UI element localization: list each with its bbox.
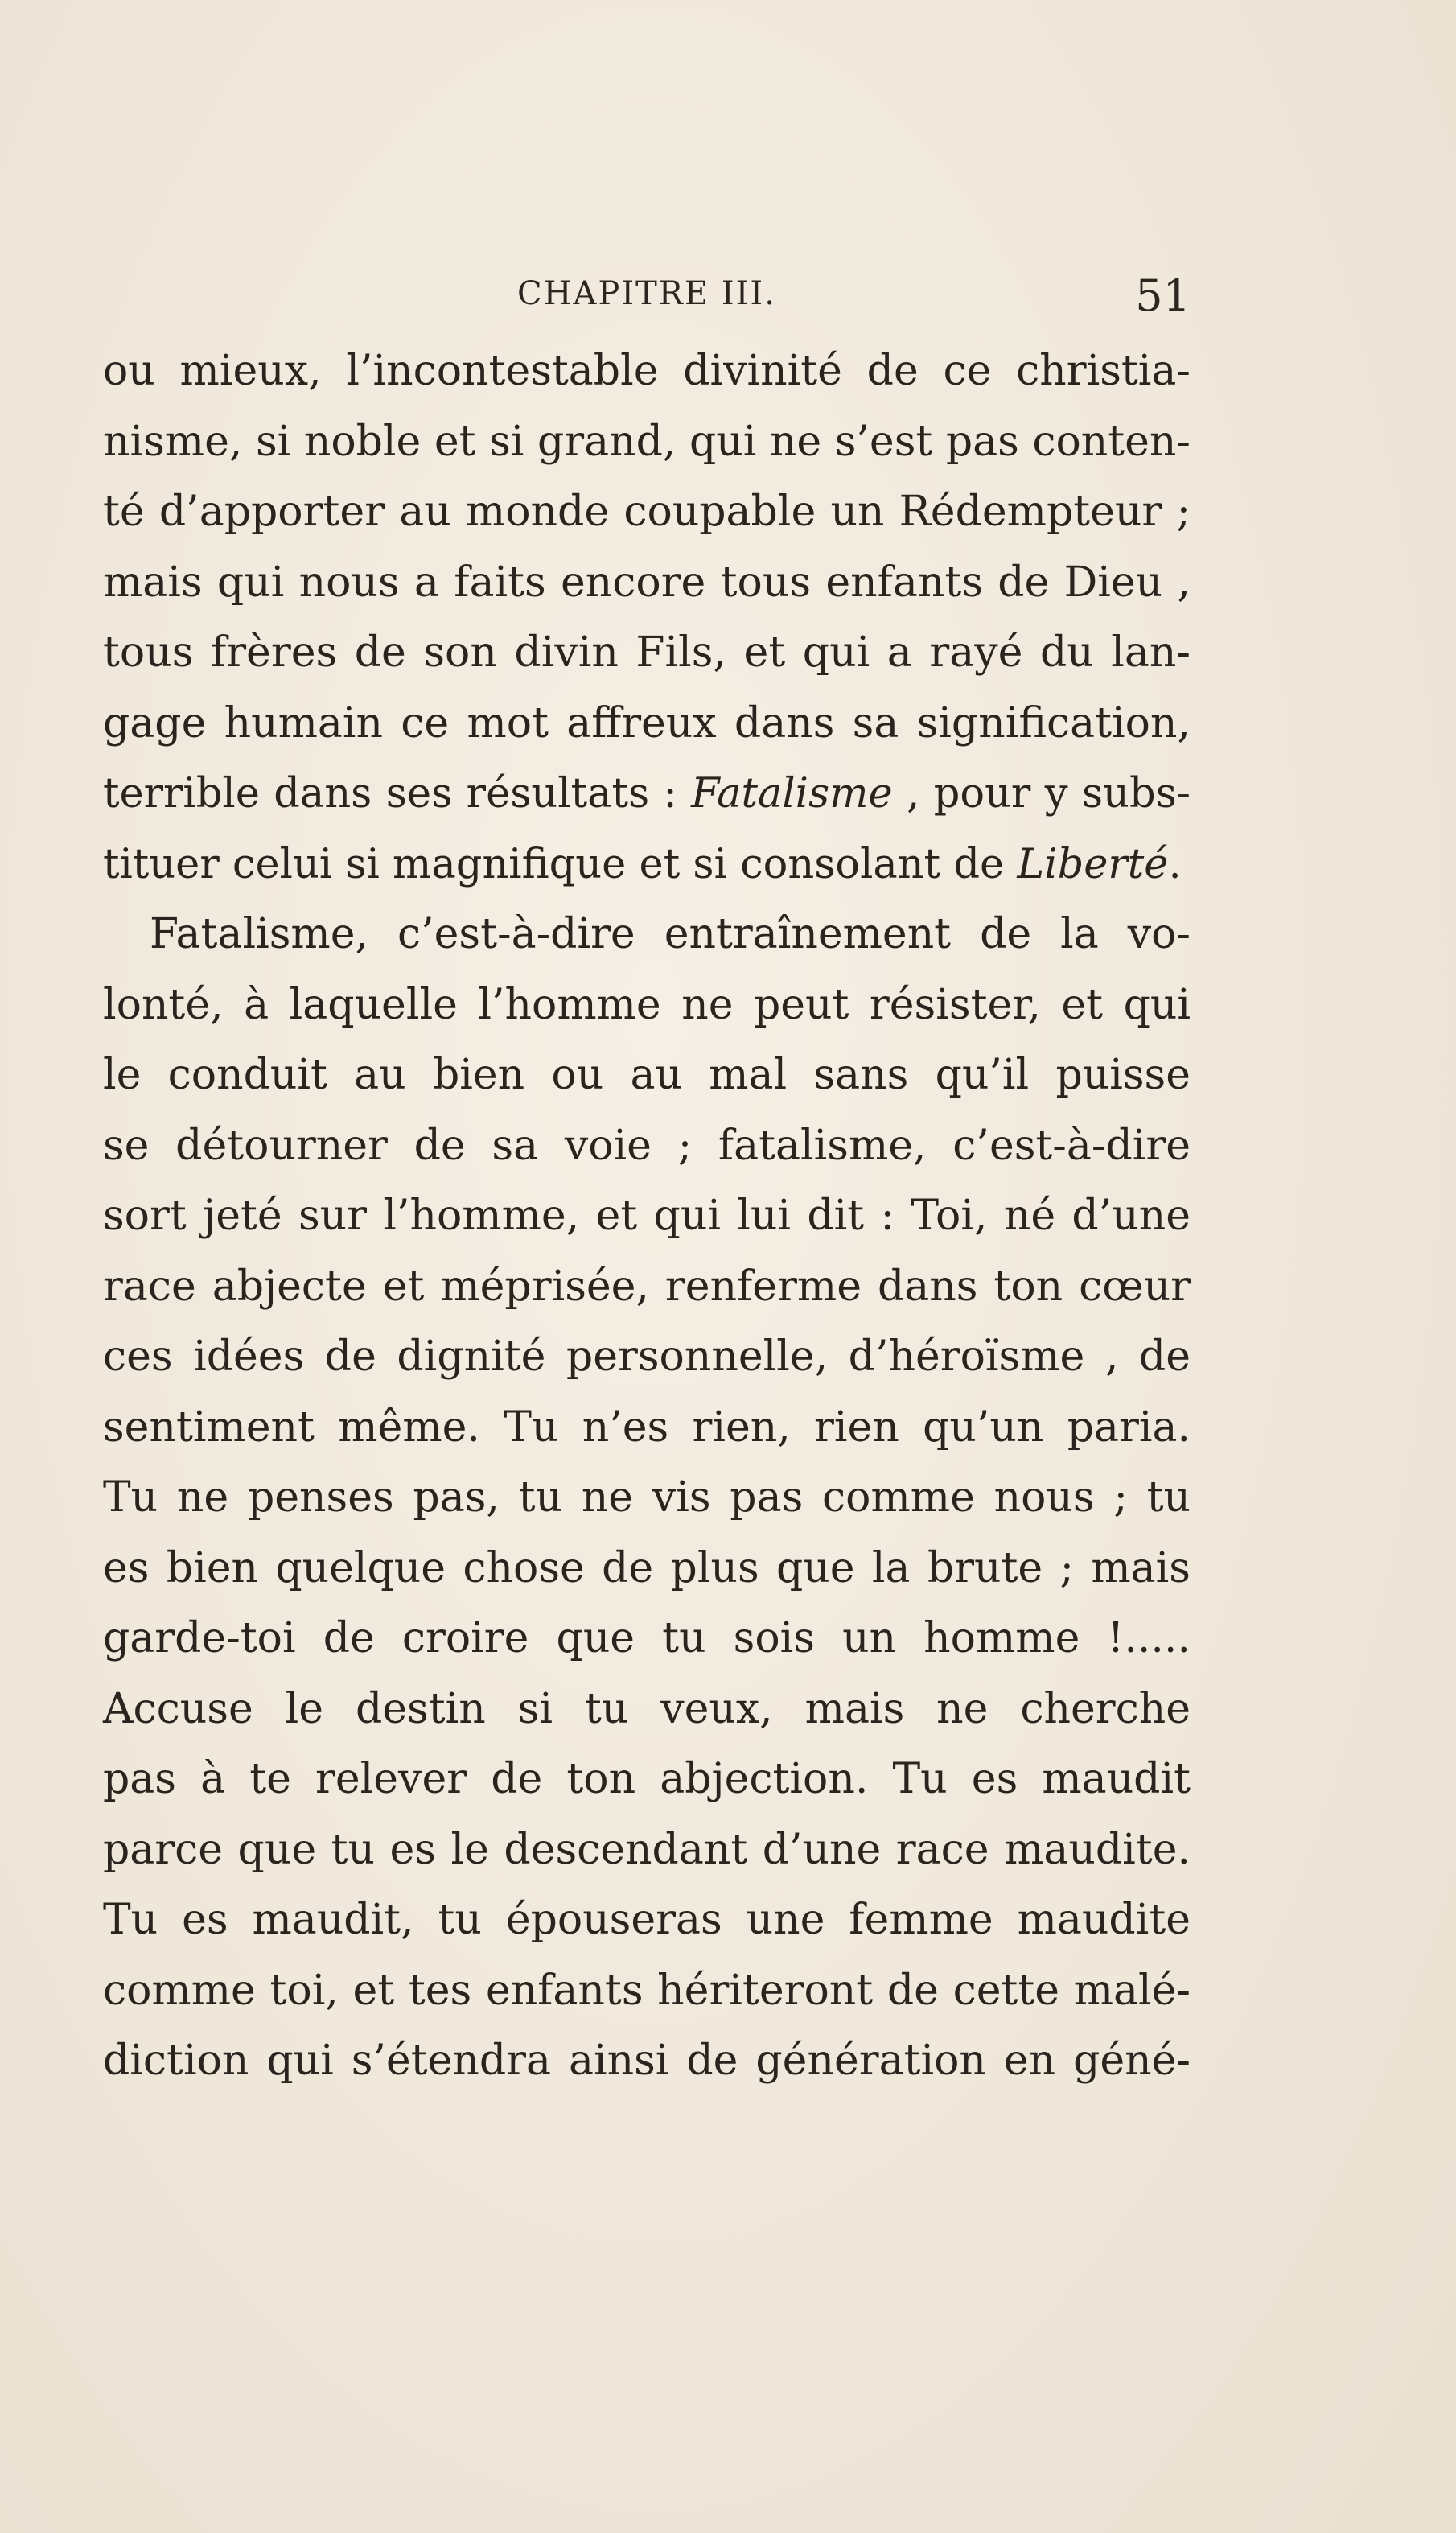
text-line: ou mieux, l’incontestable divinité de ce christia- xyxy=(103,347,1191,395)
text-line: Accuse le destin si tu veux, mais ne cherche xyxy=(103,1684,1191,1733)
text-line xyxy=(103,830,1191,900)
text-line: té d’apporter au monde coupable un Rédempteur ; xyxy=(103,488,1191,536)
text-line: garde-toi de croire que tu sois un homme !..... xyxy=(103,1614,1191,1662)
text-fragment: . xyxy=(1168,840,1182,888)
paragraph-2 xyxy=(103,900,1191,2097)
text-line: nisme, si noble et si grand, qui ne s’est pas conten- xyxy=(103,417,1191,466)
text-fragment: , pour y subs- xyxy=(892,770,1191,818)
text-line xyxy=(103,759,1191,830)
text-line: es bien quelque chose de plus que la brute ; mais xyxy=(103,1543,1191,1592)
text-line: Tu es maudit, tu épouseras une femme maudite xyxy=(103,1896,1191,1944)
text-line: parce que tu es le descendant d’une race maudite. xyxy=(103,1825,1191,1874)
body-text xyxy=(103,336,1191,2097)
text-line: comme toi, et tes enfants hériteront de cette malé- xyxy=(103,1966,1191,2015)
text-line: mais qui nous a faits encore tous enfants de Dieu , xyxy=(103,558,1191,607)
text-line: diction qui s’étendra ainsi de génération en géné- xyxy=(103,2037,1191,2085)
text-line: sentiment même. Tu n’es rien, rien qu’un paria. xyxy=(103,1402,1191,1452)
text-line: pas à te relever de ton abjection. Tu es maudit xyxy=(103,1755,1191,1803)
text-fragment: tituer celui si magnifique et si consolant de xyxy=(103,840,1018,888)
text-line: Fatalisme, c’est-à-dire entraînement de la vo- xyxy=(150,910,1191,958)
text-line: gage humain ce mot affreux dans sa signification, xyxy=(103,698,1191,748)
italic-term-fatalisme: Fatalisme xyxy=(691,770,893,818)
text-line: sort jeté sur l’homme, et qui lui dit : Toi, né d’une xyxy=(103,1192,1191,1240)
page-header xyxy=(103,270,1191,327)
text-line: ces idées de dignité personnelle, d’héroïsme , de xyxy=(103,1332,1191,1381)
italic-term-liberte: Liberté xyxy=(1017,840,1169,888)
paragraph-1 xyxy=(103,336,1191,900)
text-line: lonté, à laquelle l’homme ne peut résister, et qui xyxy=(103,980,1191,1029)
running-head: CHAPITRE III. xyxy=(517,275,776,312)
text-line: tous frères de son divin Fils, et qui a rayé du lan- xyxy=(103,628,1191,677)
text-line: race abjecte et méprisée, renferme dans ton cœur xyxy=(103,1262,1191,1311)
page-number: 51 xyxy=(1135,270,1191,321)
text-line: Tu ne penses pas, tu ne vis pas comme nous ; tu xyxy=(103,1473,1191,1522)
text-fragment: terrible dans ses résultats : xyxy=(103,770,692,818)
text-line: se détourner de sa voie ; fatalisme, c’est-à-dire xyxy=(103,1121,1191,1170)
text-line: le conduit au bien ou au mal sans qu’il puisse xyxy=(103,1051,1191,1099)
